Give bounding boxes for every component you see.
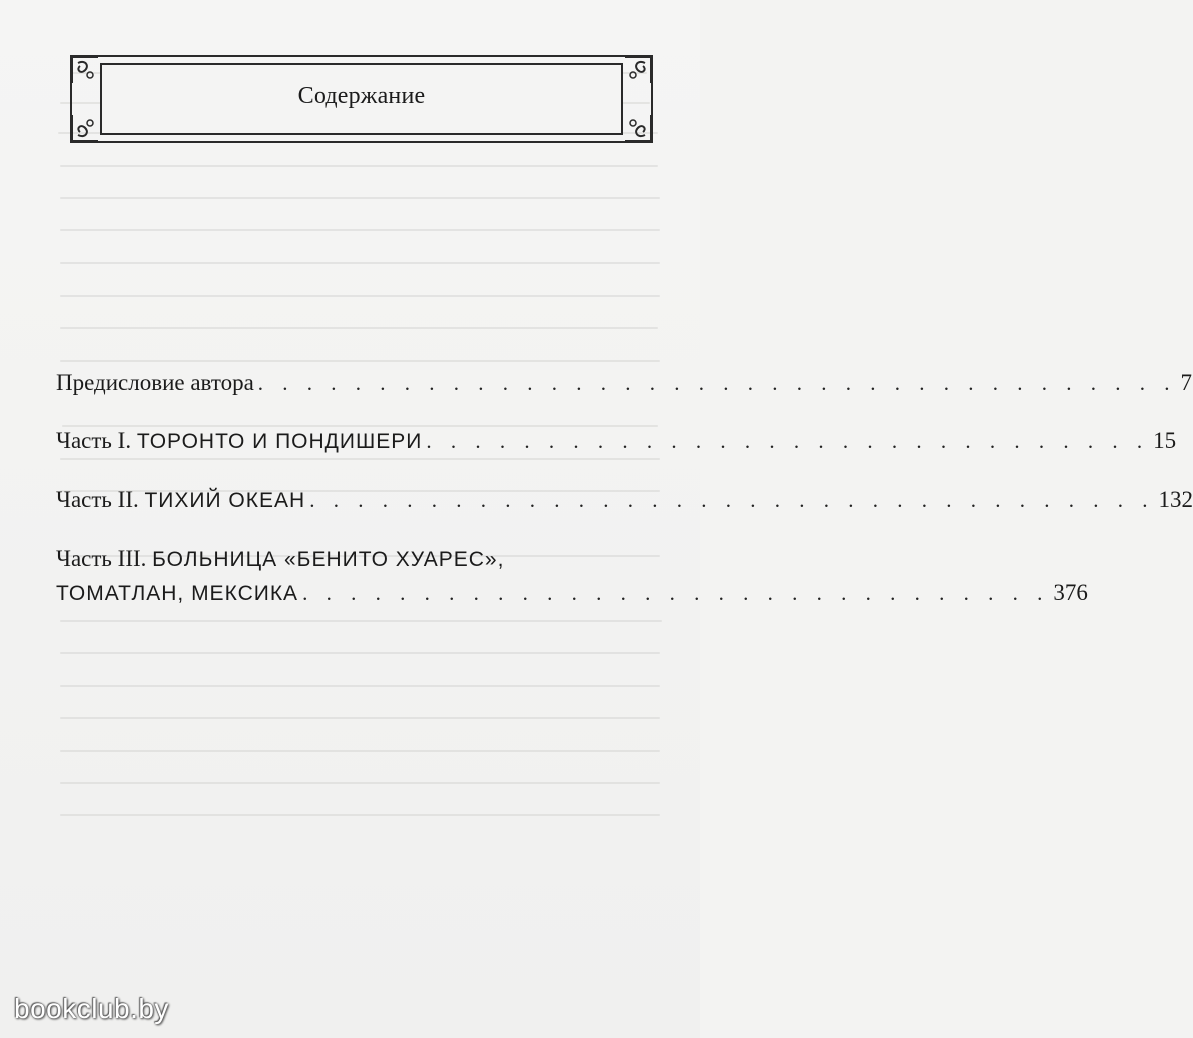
toc-entry-part-2[interactable]: [56, 487, 1193, 513]
ornament-corner-icon: [621, 53, 655, 87]
toc-entry-preface[interactable]: [56, 370, 1193, 396]
toc-page-number: 132: [1158, 487, 1193, 512]
toc-entry-label: Часть II. ТИХИЙ ОКЕАН: [56, 487, 306, 512]
contents-title: Содержание: [297, 83, 426, 109]
toc-page-number: 7: [1180, 370, 1193, 395]
toc-page-number: 376: [1053, 580, 1088, 605]
ornament-corner-icon: [621, 111, 655, 145]
toc-leader-dots: . . . . . . . . . . . . . . . . . . . . . . . . . . . . . . . . . . .: [309, 488, 1155, 512]
toc-entry-label: Предисловие автора: [56, 370, 254, 395]
toc-leader-dots: . . . . . . . . . . . . . . . . . . . . . . . . . . . . . . .: [302, 581, 1050, 605]
toc-entry-label: Часть III.: [56, 546, 153, 571]
toc-entry-label: ТОМАТЛАН, МЕКСИКА: [56, 582, 299, 605]
contents-header-frame: [70, 55, 653, 143]
toc-entry-part-3-line1[interactable]: [56, 546, 636, 572]
toc-leader-dots: . . . . . . . . . . . . . . . . . . . . . . . . . . . . . .: [426, 429, 1150, 453]
toc-entry-part-1[interactable]: [56, 428, 1177, 454]
ornament-corner-icon: [68, 53, 102, 87]
watermark: bookclub.by: [14, 993, 169, 1024]
toc-entry-title: БОЛЬНИЦА «БЕНИТО ХУАРЕС»,: [152, 548, 505, 571]
toc-entry-part-3[interactable]: [56, 580, 1088, 606]
ornament-corner-icon: [68, 111, 102, 145]
toc-entry-label: Часть I. ТОРОНТО И ПОНДИШЕРИ: [56, 428, 423, 453]
toc-page-number: 15: [1153, 428, 1177, 453]
toc-leader-dots: . . . . . . . . . . . . . . . . . . . . . . . . . . . . . . . . . . . . . .: [257, 371, 1177, 395]
